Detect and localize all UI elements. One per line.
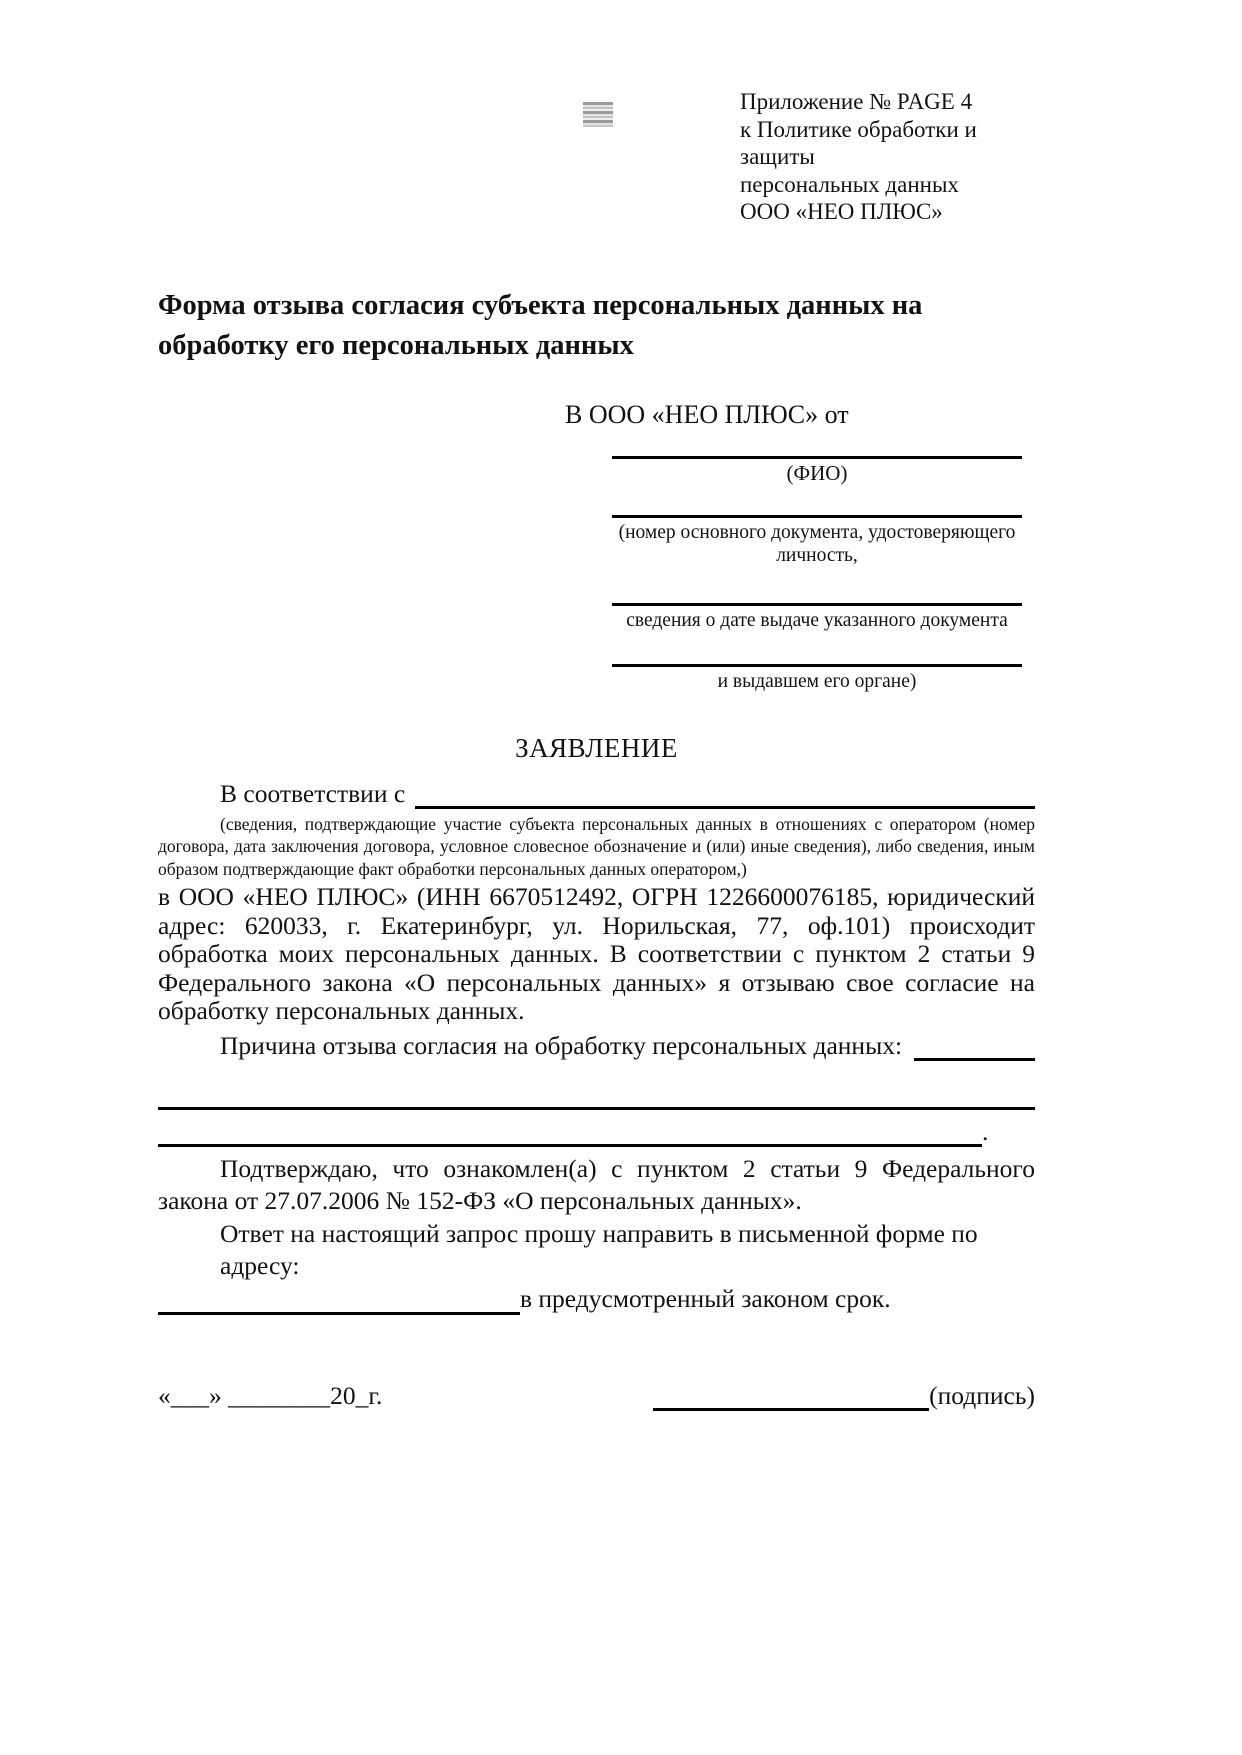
fine-print-note: (сведения, подтверждающие участие субъекта персональных данных в отношениях с оператором (номер договора, дата заключения договора, условное словесное обозначение и (или) иные сведения), либо сведения, иным образом подтверждающие факт обработки персональных данных оператором,) [158,813,1035,879]
issue-date-caption: сведения о дате выдаче указанного документа [626,609,1008,631]
reply-request-line: Ответ на настоящий запрос прошу направить в письменной форме по адресу: [220,1218,978,1280]
reason-blank-line-1[interactable] [158,1075,1035,1110]
document-title: Форма отзыва согласия субъекта персональных данных на обработку его персональных данных [158,289,923,361]
document-number-input-line[interactable] [612,507,1022,518]
header-line-company: ООО «НЕО ПЛЮС» [740,199,943,224]
in-accordance-label: В соответствии с [220,778,406,808]
field-document-number [612,507,1022,567]
issuing-authority-caption: и выдавшем его органе) [717,670,917,692]
fio-input-line[interactable] [612,448,1022,459]
reason-input-line[interactable] [914,1031,1035,1061]
reply-address-row [158,1283,1035,1316]
signature-caption: (подпись) [929,1381,1035,1410]
addressee-fields [612,448,1022,693]
reply-deadline-text: в предусмотренный законом срок. [520,1283,891,1313]
reason-label: Причина отзыва согласия на обработку персональных данных: [220,1030,903,1060]
in-accordance-row [158,778,1035,809]
in-accordance-input-line[interactable] [415,779,1035,809]
formatting-marks-icon [583,102,613,127]
reason-blank-line-2-row [158,1112,1035,1147]
field-fio [612,448,1022,485]
issue-date-input-line[interactable] [612,595,1022,606]
header-line-personal-data: персональных данных [740,171,959,197]
main-paragraph: в ООО «НЕО ПЛЮС» (ИНН 6670512492, ОГРН 1226600076185, юридический адрес: 620033, г. Екатеринбург, ул. Норильская, 77, оф.101) происходит обработка моих персональных данных. В соответствии с пунктом 2 статьи 9 Федерального закона «О персональных данных» я отзываю свое согласие на обработку персональных данных. [158,882,1035,1025]
reason-blank-line-2[interactable] [158,1112,982,1147]
field-issuing-authority [612,656,1022,693]
document-number-caption: (номер основного документа, удостоверяющего личность, [618,521,1016,566]
statement-heading: ЗАЯВЛЕНИЕ [515,732,678,763]
signature-block [653,1381,1035,1411]
addressee-intro: В ООО «НЕО ПЛЮС» от [565,399,849,429]
issuing-authority-input-line[interactable] [612,656,1022,667]
reply-address-input-line[interactable] [158,1285,520,1315]
addressee-block [158,400,1035,693]
reason-row [158,1030,1035,1061]
footer [158,1381,1035,1411]
header [158,88,1035,226]
page-content [158,88,1035,1411]
signature-input-line[interactable] [653,1381,929,1411]
date-fill-line[interactable]: «___» ________20_г. [158,1381,383,1410]
header-line-appendix: Приложение № PAGE 4 [740,89,973,114]
header-text-block [740,88,1035,226]
field-issue-date [612,595,1022,632]
reason-blank-lines [158,1075,1035,1147]
blank-line-terminator: . [982,1116,989,1146]
fio-caption: (ФИО) [786,460,848,485]
confirmation-paragraph: Подтверждаю, что ознакомлен(а) с пунктом 2 статьи 9 Федерального закона от 27.07.2006 № 152-ФЗ «О персональных данных». [158,1153,1035,1215]
header-line-policy: к Политике обработки и защиты [740,116,977,169]
